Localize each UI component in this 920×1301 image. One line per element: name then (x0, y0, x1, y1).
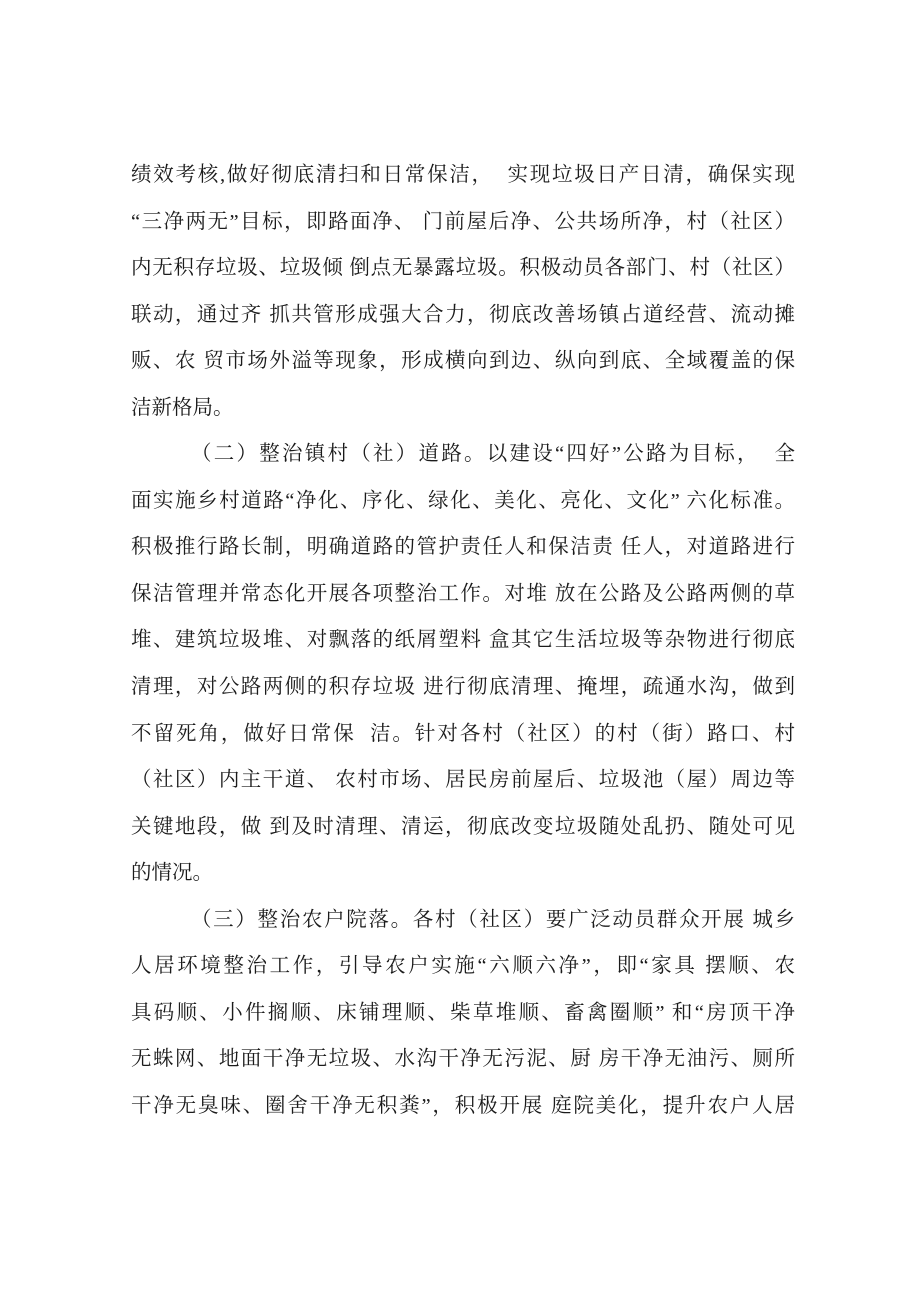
text-line: 绩效考核,做好彻底清扫和日常保洁， 实现垃圾日产日清，确保实现 (131, 164, 795, 186)
text-line: “三净两无”目标，即路面净、 门前屋后净、公共场所净，村（社区） (131, 210, 795, 233)
text-line: 堆、建筑垃圾堆、对飘落的纸屑塑料 盒其它生活垃圾等杂物进行彻底 (131, 629, 795, 652)
text-line: 贩、农 贸市场外溢等现象，形成横向到边、纵向到底、全域覆盖的保 (131, 350, 795, 373)
text-line: 面实施乡村道路“净化、序化、绿化、美化、亮化、文化” 六化标准。 (131, 489, 795, 512)
text-line: 的情况。 (131, 862, 213, 885)
text-block (131, 152, 795, 1129)
text-line: （二）整治镇村（社）道路。以建设“四好”公路为目标， 全 (191, 443, 795, 466)
text-line: 洁新格局。 (131, 396, 234, 419)
text-line: 保洁管理并常态化开展各项整治工作。对堆 放在公路及公路两侧的草 (131, 582, 795, 605)
text-line: 不留死角，做好日常保 洁。针对各村（社区）的村（街）路口、村 (131, 722, 795, 745)
text-line: （三）整治农户院落。各村（社区）要广泛动员群众开展 城乡 (191, 908, 795, 931)
text-line: 具码顺、小件搁顺、床铺理顺、柴草堆顺、畜禽圈顺” 和“房顶干净 (131, 1001, 795, 1024)
text-line: 无蛛网、地面干净无垃圾、水沟干净无污泥、厨 房干净无油污、厕所 (131, 1048, 795, 1071)
text-line: 人居环境整治工作，引导农户实施“六顺六净”，即“家具 摆顺、农 (131, 955, 795, 978)
text-line: 关键地段，做 到及时清理、清运，彻底改变垃圾随处乱扔、随处可见 (131, 815, 795, 838)
text-line: 清理，对公路两侧的积存垃圾 进行彻底清理、掩埋，疏通水沟，做到 (131, 676, 795, 699)
text-line: 积极推行路长制，明确道路的管护责任人和保洁责 任人，对道路进行 (131, 536, 795, 559)
text-line: 内无积存垃圾、垃圾倾 倒点无暴露垃圾。积极动员各部门、村（社区） (131, 257, 795, 280)
text-line: 联动，通过齐 抓共管形成强大合力，彻底改善场镇占道经营、流动摊 (131, 303, 795, 326)
text-line: （社区）内主干道、 农村市场、居民房前屋后、垃圾池（屋）周边等 (131, 769, 795, 792)
text-line: 干净无臭味、圈舍干净无积粪”，积极开展 庭院美化，提升农户人居 (131, 1094, 795, 1117)
